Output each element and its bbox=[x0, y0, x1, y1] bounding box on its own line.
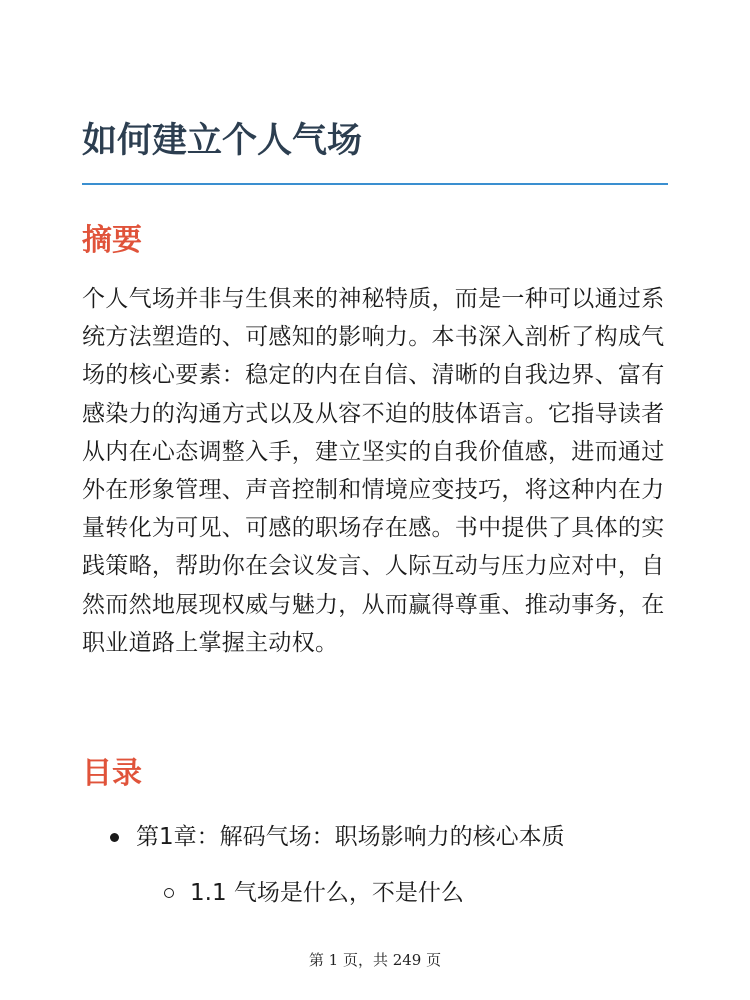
title-divider bbox=[82, 183, 668, 185]
page-number-footer: 第 1 页，共 249 页 bbox=[308, 951, 442, 969]
bullet-disc-icon bbox=[110, 833, 119, 842]
abstract-text: 个人气场并非与生俱来的神秘特质，而是一种可以通过系统方法塑造的、可感知的影响力。本书深入剖析了构成气场的核心要素：稳定的内在自信、清晰的自我边界、富有感染力的沟通方式以及从容不迫的肢体语言。它指导读者从内在心态调整入手，建立坚实的自我价值感，进而通过外在形象管理、声音控制和情境应变技巧，将这种内在力量转化为可见、可感的职场存在感。书中提供了具体的实践策略，帮助你在会议发言、人际互动与压力应对中，自然而然地展现权威与魅力，从而赢得尊重、推动事务，在职业道路上掌握主动权。 bbox=[82, 286, 665, 656]
toc-item-section-1-1[interactable] bbox=[164, 876, 464, 910]
bullet-circle-icon bbox=[164, 888, 174, 898]
toc-item-chapter-1[interactable] bbox=[110, 820, 565, 854]
toc-subitem-label: 1.1 气场是什么，不是什么 bbox=[190, 880, 464, 906]
toc-heading: 目录 bbox=[82, 756, 142, 791]
toc-item-label: 第1章：解码气场：职场影响力的核心本质 bbox=[136, 824, 565, 850]
abstract-heading: 摘要 bbox=[82, 223, 142, 258]
document-title: 如何建立个人气场 bbox=[82, 121, 363, 161]
